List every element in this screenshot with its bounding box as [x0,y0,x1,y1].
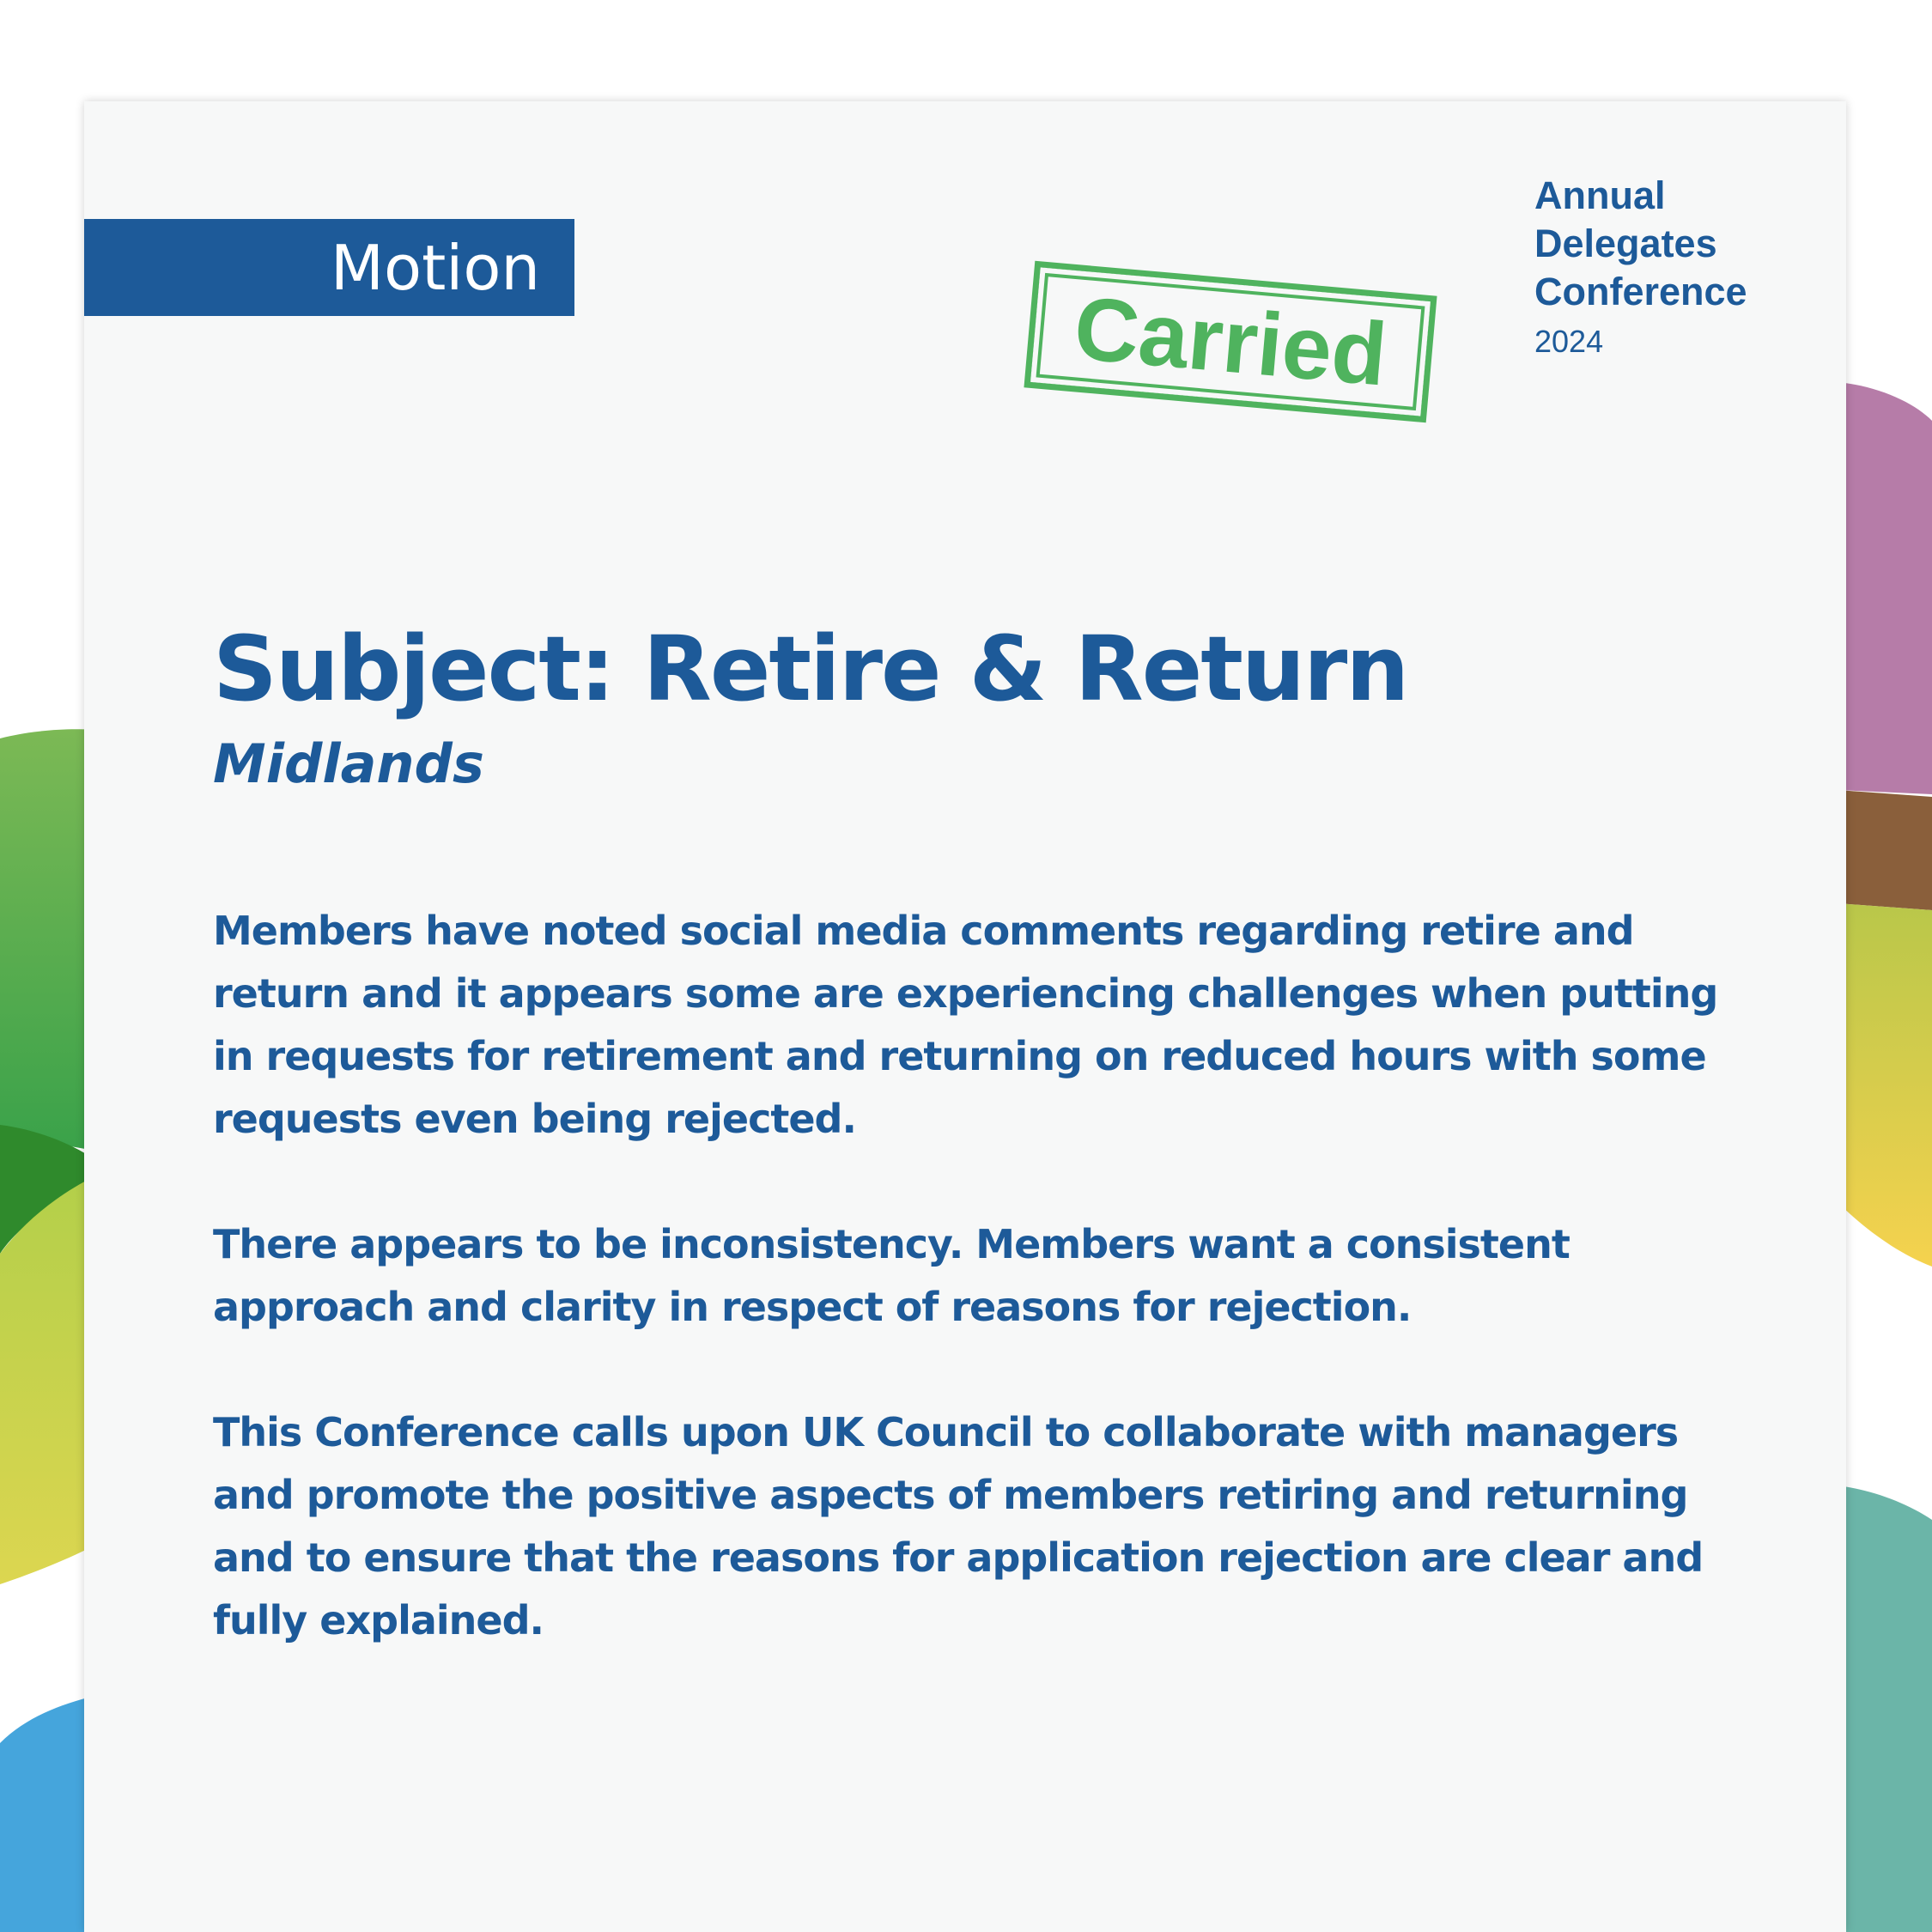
motion-subject: Subject: Retire & Return [213,617,1408,721]
motion-paragraph: This Conference calls upon UK Council to collaborate with managers and promote the positive aspects of members retiring and returning and to ensure that the reasons for application rejection are clear and fully explained. [213,1409,1704,1643]
conference-logo-line-3: Conference [1534,270,1747,313]
right-purple-blob [1838,382,1932,794]
right-brown-blob [1838,790,1932,910]
left-yellow-blob [0,1176,94,1584]
motion-paragraph: There appears to be inconsistency. Members want a consistent approach and clarity in respect of reasons for rejection. [213,1221,1570,1330]
left-blue-blob [0,1696,94,1932]
motion-paragraph: Members have noted social media comments regarding retire and return and it appears some are experiencing challenges when putting in requests for retirement and returning on reduced hours with some requests even being rejected. [213,908,1718,1142]
left-green-blob [0,729,94,1151]
motion-tab [84,219,574,316]
right-yellow-blob [1838,903,1932,1267]
stamp-text: Carried [1070,278,1391,405]
motion-tab-label: Motion [330,232,540,304]
conference-year: 2024 [1534,324,1604,359]
motion-region: Midlands [213,732,484,795]
carried-stamp [1024,261,1437,422]
conference-logo-line-2: Delegates [1534,222,1717,265]
motion-body [213,900,1750,1715]
right-teal-blob [1838,1485,1932,1932]
conference-logo-line-1: Annual [1534,173,1666,217]
conference-logo [1534,172,1747,366]
motion-document [84,101,1846,1932]
